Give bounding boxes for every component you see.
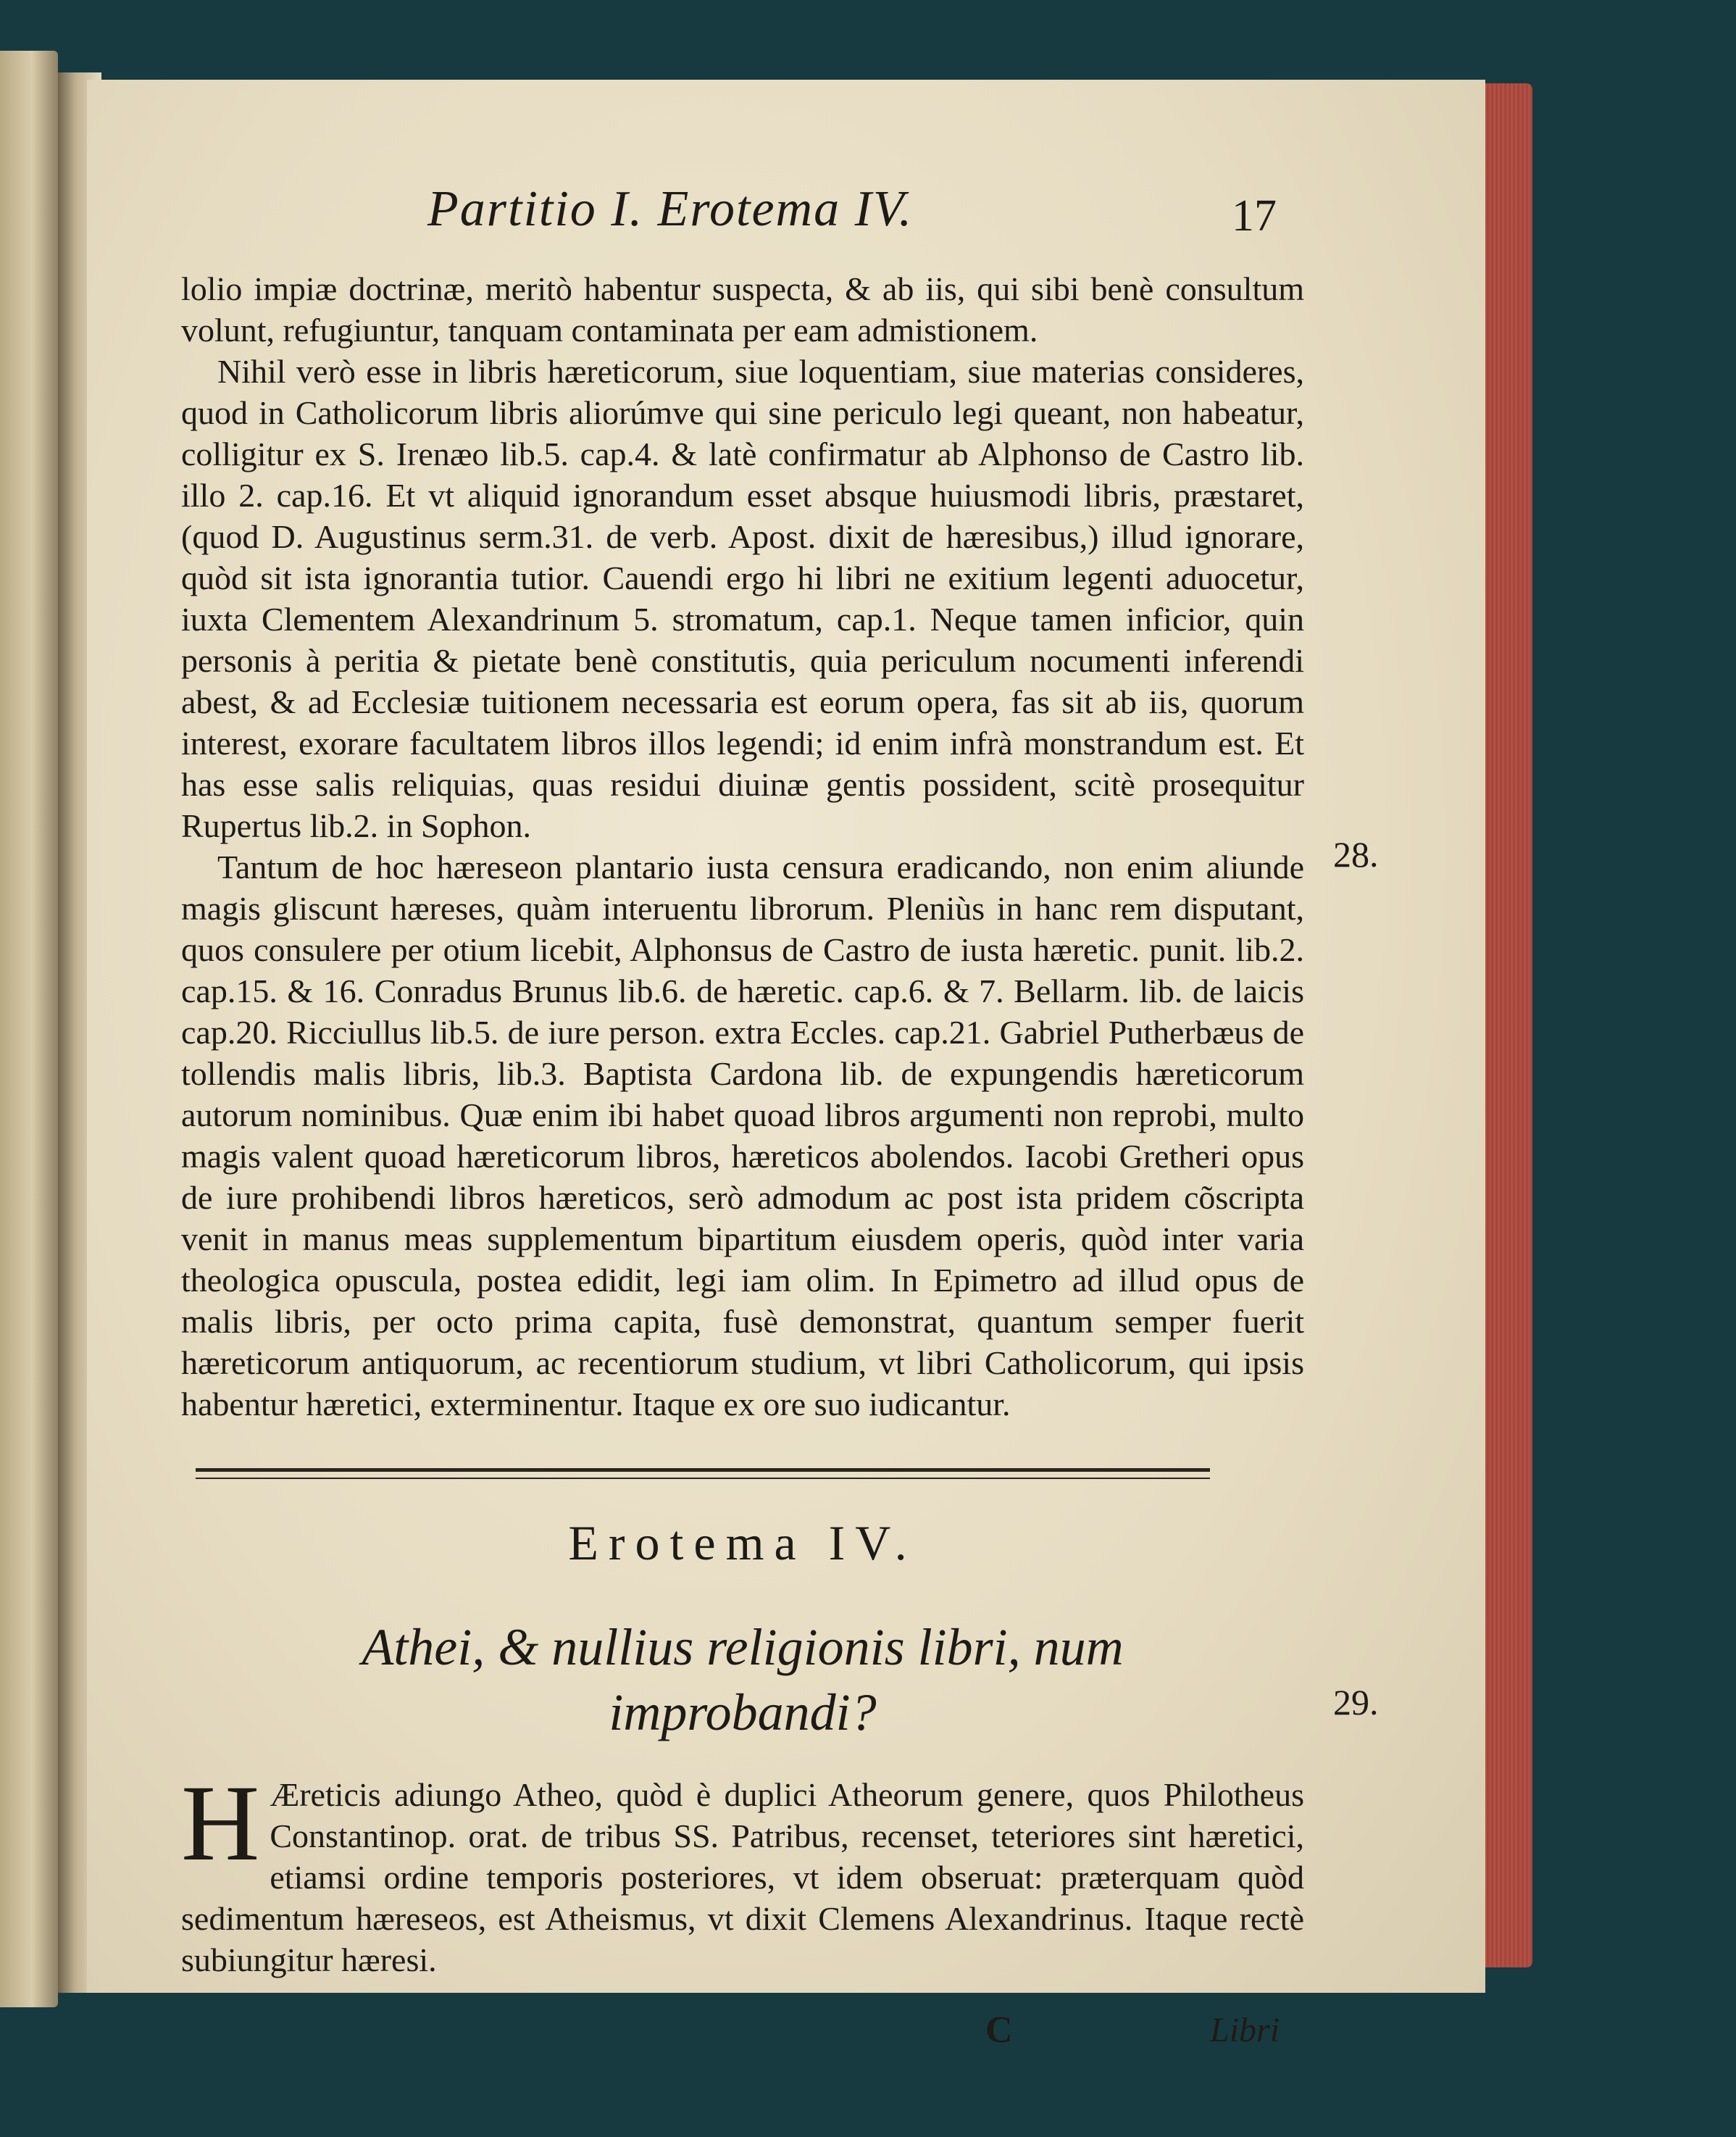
section-rule [196, 1468, 1210, 1479]
margin-note-28: 28. [1333, 834, 1379, 875]
running-title: Partitio I. Erotema IV. [427, 181, 914, 237]
page-footer [181, 2009, 1304, 2067]
paragraph-1: lolio impiæ doctrinæ, meritò habentur suspecta, & ab iis, qui sibi benè consultum volunt, refugiuntur, tanquam contaminata per eam admistionem. [181, 270, 1304, 349]
signature-mark: C [985, 2009, 1013, 2051]
paragraph-2: Nihil verò esse in libris hæreticorum, siue loquentiam, siue materias consideres, quod in Catholicorum libris aliorúmve qui sine periculo legi queant, non habeatur, colligitur ex S. Irenæo lib.5. cap.4. & latè confirmatur ab Alphonso de Castro lib. illo 2. cap.16. Et vt aliquid ignorandum esset absque huiusmodi libris, præstaret, (quod D. Augustinus serm.31. de verb. Apost. dixit de hæresibus,) illud ignorare, quòd sit ista ignorantia tutior. Cauendi ergo hi libri ne exitium legenti aduocetur, iuxta Clementem Alexandrinum 5. stromatum, cap.1. Neque tamen inficior, quin personis à peritia & pietate benè constitutis, quia periculum nocumenti inferendi abest, & ad Ecclesiæ tuitionem necessaria est eorum opera, fas sit ab iis, quorum interest, exorare facultatem libros illos legendi; id enim infrà monstrandum est. Et has esse salis reliquias, quas residui diuinæ gentis possident, scitè prosequitur Rupertus lib.2. in Sophon. [181, 353, 1304, 844]
section-paragraph-text: Æreticis adiungo Atheo, quòd è duplici Atheorum genere, quos Philotheus Constantinop. orat. de tribus SS. Patribus, recenset, teteriores sint hæretici, etiamsi ordine temporis posteriores, vt idem obseruat: præterquam quòd sedimentum hæreseos, est Atheismus, vt dixit Clemens Alexandrinus. Itaque rectè subiungitur hæresi. [181, 1776, 1304, 1978]
section-title: Erotema IV. [568, 1515, 917, 1570]
catchword: Libri [1210, 2011, 1280, 2049]
drop-cap: H [181, 1763, 260, 1883]
left-page-edge [0, 51, 58, 2007]
book-page [87, 80, 1485, 2051]
paragraph-3: Tantum de hoc hæreseon plantario iusta censura eradicando, non enim aliunde magis gliscunt hæreses, quàm interuentu librorum. Pleniùs in hanc rem disputant, quos consulere per otium licebit, Alphonsus de Castro de iusta hæretic. punit. lib.2. cap.15. & 16. Conradus Brunus lib.6. de hæretic. cap.6. & 7. Bellarm. lib. de laicis cap.20. Ricciullus lib.5. de iure person. extra Eccles. cap.21. Gabriel Putherbæus de tollendis malis libris, lib.3. Baptista Cardona lib. de expungendis hæreticorum autorum nominibus. Quæ enim ibi habet quoad libros argumenti non reprobi, multo magis valent quoad hæreticorum libros, hæreticos abolendos. Iacobi Gretheri opus de iure prohibendi libros hæreticos, serò admodum ac post ista pridem cõscripta venit in manus meas supplementum bipartitum eiusdem operis, quòd inter varia theologica opuscula, postea edidit, legi iam olim. In Epimetro ad illud opus de malis libris, per octo prima capita, fusè demonstrat, quantum semper fuerit hæreticorum antiquorum, ac recentiorum studium, vt libri Catholicorum, qui ipsis habentur hæretici, exterminentur. Itaque ex ore suo iudicantur. [181, 849, 1304, 1422]
running-head [181, 174, 1304, 268]
page-text [181, 174, 1304, 2067]
section-paragraph [181, 1763, 1304, 1980]
margin-note-29: 29. [1333, 1682, 1379, 1722]
section-question: Athei, & nullius religionis libri, num improbandi? [362, 1618, 1124, 1741]
page-number: 17 [1232, 191, 1277, 241]
